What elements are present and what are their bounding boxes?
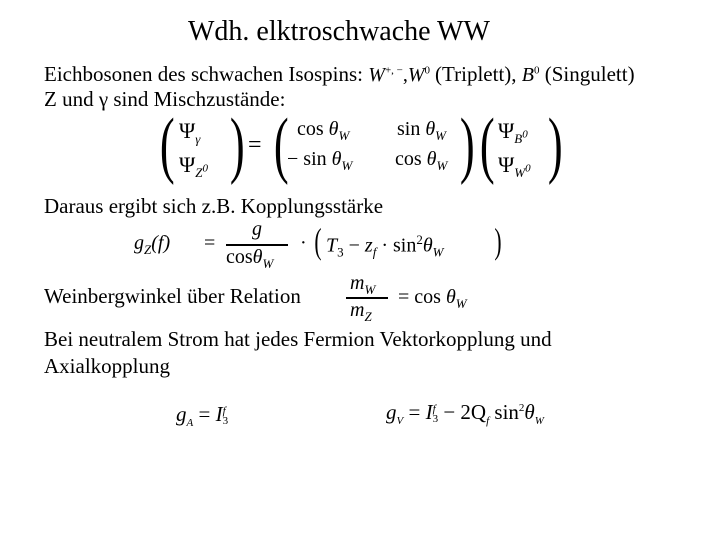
i-indices bbox=[223, 406, 229, 426]
theta: θ bbox=[422, 234, 433, 257]
cos-text: cos bbox=[297, 118, 324, 140]
vector-coupling-formula bbox=[386, 400, 544, 427]
b-symbol: B bbox=[521, 64, 534, 86]
isospin-prefix: Eichbosonen des schwachen Isospins: bbox=[44, 62, 364, 86]
mixing-equation bbox=[155, 104, 575, 188]
psi-z0 bbox=[179, 152, 208, 181]
neutral-current-line-2: Axialkopplung bbox=[44, 354, 170, 378]
matrix-right-paren: ) bbox=[459, 104, 475, 186]
v-sub: V bbox=[396, 415, 404, 428]
g-symbol: g bbox=[386, 400, 397, 424]
right-vector-right-paren: ) bbox=[547, 104, 563, 186]
equals-sign: = bbox=[248, 132, 262, 158]
psi-symbol: Ψ bbox=[179, 118, 196, 143]
matrix-cell-21 bbox=[287, 148, 352, 174]
matrix-left-paren: ( bbox=[273, 104, 289, 186]
cos-text: cos bbox=[395, 148, 422, 170]
f-sup: f bbox=[432, 403, 436, 416]
w-bosons-formula bbox=[368, 64, 435, 86]
i-symbol: I bbox=[425, 400, 433, 424]
m-symbol: m bbox=[350, 272, 365, 294]
dot: · bbox=[381, 234, 388, 257]
w-sub: W bbox=[436, 158, 448, 173]
three-sub: 3 bbox=[222, 415, 229, 428]
i-symbol: I bbox=[215, 402, 223, 426]
w-sub: W bbox=[455, 296, 467, 311]
left-paren: ( bbox=[159, 104, 175, 186]
theta: θ bbox=[524, 400, 535, 424]
m-symbol: m bbox=[350, 299, 365, 321]
w-sub: W bbox=[262, 256, 274, 271]
psi-gamma bbox=[179, 118, 200, 147]
psi-symbol: Ψ bbox=[498, 152, 515, 177]
psi-w0 bbox=[498, 152, 531, 181]
psi-symbol: Ψ bbox=[179, 152, 196, 177]
theta: θ bbox=[425, 118, 436, 140]
comma: , bbox=[402, 64, 408, 86]
minus-2q: − 2Q bbox=[443, 400, 487, 424]
theta: θ bbox=[252, 246, 263, 268]
weinberg-relation bbox=[346, 272, 486, 328]
weinberg-numerator bbox=[350, 272, 375, 298]
equals-sign: = bbox=[198, 402, 211, 426]
psi-symbol: Ψ bbox=[498, 118, 515, 143]
fraction-numerator: g bbox=[252, 218, 262, 240]
g-symbol: g bbox=[176, 402, 187, 426]
cos-text: cos bbox=[226, 246, 253, 268]
equals-sign: = bbox=[408, 400, 421, 424]
three-sub: 3 bbox=[432, 413, 439, 426]
weinberg-line: Weinbergwinkel über Relation bbox=[44, 284, 301, 308]
b0-formula bbox=[522, 64, 540, 86]
right-vector-left-paren: ( bbox=[479, 104, 495, 186]
f-arg: (f) bbox=[151, 232, 171, 254]
w-sub: W bbox=[534, 415, 544, 428]
w-symbol: W bbox=[368, 64, 385, 86]
theta: θ bbox=[328, 118, 339, 140]
w0-sup: 0 bbox=[424, 64, 431, 77]
t-symbol: T bbox=[326, 234, 338, 257]
z-sub: Z bbox=[144, 242, 152, 257]
sin-text: sin bbox=[397, 118, 421, 140]
minus: − bbox=[348, 234, 360, 257]
a-sub: A bbox=[186, 417, 194, 430]
neutral-current-line: Bei neutralem Strom hat jedes Fermion Vektorkopplung und bbox=[44, 327, 552, 351]
theta: θ bbox=[331, 148, 342, 170]
z-sub: Z bbox=[364, 309, 372, 324]
three-sub: 3 bbox=[337, 244, 344, 260]
squared: 2 bbox=[518, 402, 525, 414]
f-sup: f bbox=[222, 405, 226, 418]
theta: θ bbox=[445, 286, 456, 308]
open-paren: ( bbox=[314, 221, 322, 261]
sin-text: sin bbox=[494, 400, 519, 424]
coupling-formula bbox=[134, 218, 514, 274]
g-symbol: g bbox=[134, 232, 144, 254]
matrix-cell-12 bbox=[397, 118, 446, 144]
close-paren: ) bbox=[494, 221, 502, 261]
weinberg-denominator bbox=[350, 299, 372, 325]
i-indices bbox=[433, 404, 439, 424]
w-sub: W bbox=[364, 282, 376, 297]
f-sub: f bbox=[372, 244, 377, 260]
triplet-label: (Triplett), bbox=[435, 62, 517, 86]
axial-coupling-formula bbox=[176, 402, 228, 429]
isospin-line bbox=[44, 62, 635, 87]
gz-f bbox=[134, 232, 170, 258]
theta: θ bbox=[426, 148, 437, 170]
w-sub: W bbox=[435, 128, 447, 143]
w-charge-sup: +, − bbox=[384, 64, 403, 77]
psi-b0 bbox=[498, 118, 528, 147]
mixing-line: Z und γ sind Mischzustände: bbox=[44, 87, 286, 111]
z0-sub: Z0 bbox=[195, 163, 208, 181]
w0-symbol: W bbox=[407, 64, 425, 86]
z-symbol: z bbox=[364, 234, 373, 257]
matrix-cell-22 bbox=[395, 148, 447, 174]
f-sub: f bbox=[486, 415, 490, 428]
equals-cos: = cos bbox=[398, 286, 441, 308]
singlet-label: (Singulett) bbox=[544, 62, 635, 86]
gamma-sub: γ bbox=[195, 131, 201, 147]
dot: · bbox=[300, 232, 307, 254]
sin-text: sin bbox=[393, 234, 417, 257]
b0-sup: 0 bbox=[534, 64, 540, 77]
w-sub: W bbox=[432, 244, 444, 260]
fraction-denominator bbox=[226, 246, 273, 272]
weinberg-rhs bbox=[398, 286, 467, 312]
equals-sign: = bbox=[204, 232, 216, 254]
right-paren: ) bbox=[229, 104, 245, 186]
w0-sub: W0 bbox=[514, 163, 531, 181]
coupling-line: Daraus ergibt sich z.B. Kopplungsstärke bbox=[44, 194, 384, 218]
coupling-bracket-content bbox=[326, 232, 444, 261]
minus-sin-text: − sin bbox=[287, 148, 327, 170]
w-sub: W bbox=[341, 158, 353, 173]
w-sub: W bbox=[338, 128, 350, 143]
squared: 2 bbox=[416, 232, 423, 247]
slide-title: Wdh. elktroschwache WW bbox=[188, 16, 490, 47]
matrix-cell-11 bbox=[297, 118, 349, 144]
b0-sub: B0 bbox=[514, 129, 528, 147]
